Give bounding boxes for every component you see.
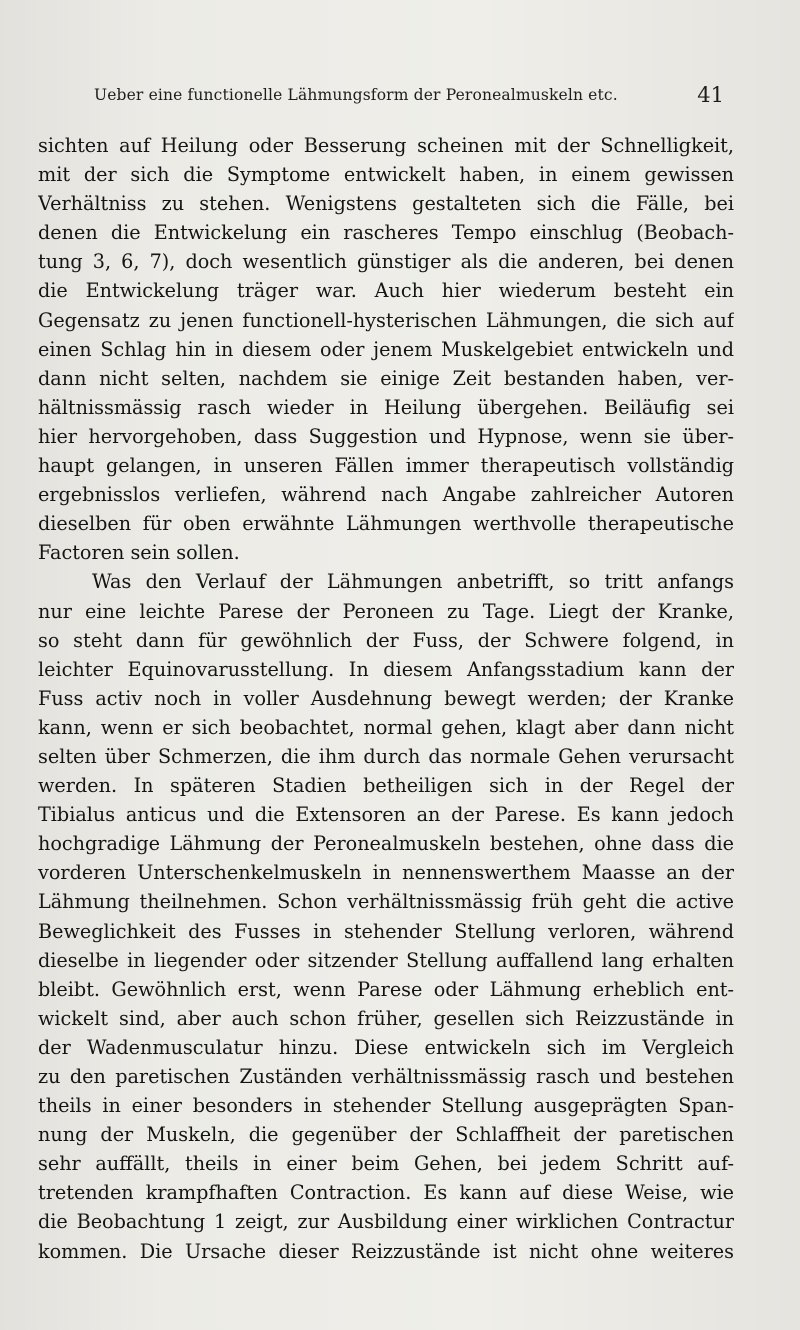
text-line: Verhältniss zu stehen. Wenigstens gestalteten sich die Fälle, bei	[38, 192, 734, 216]
text-line: Was den Verlauf der Lähmungen anbetrifft, so tritt anfangs	[92, 570, 734, 594]
text-line: kommen. Die Ursache dieser Reizzustände ist nicht ohne weiteres	[38, 1239, 734, 1263]
text-line: nur eine leichte Parese der Peroneen zu Tage. Liegt der Kranke,	[38, 599, 734, 623]
body-text	[38, 131, 734, 1266]
paragraph	[38, 567, 734, 1265]
paragraph	[38, 131, 734, 567]
text-line: tung 3, 6, 7), doch wesentlich günstiger als die anderen, bei denen	[38, 250, 734, 274]
text-line: hältnissmässig rasch wieder in Heilung übergehen. Beiläufig sei	[38, 395, 734, 419]
text-line: zu den paretischen Zuständen verhältnissmässig rasch und bestehen	[38, 1065, 734, 1088]
text-line: der Wadenmusculatur hinzu. Diese entwickeln sich im Vergleich	[38, 1035, 734, 1059]
text-line: Beweglichkeit des Fusses in stehender Stellung verloren, während	[38, 919, 734, 943]
text-line: Fuss activ noch in voller Ausdehnung bewegt werden; der Kranke	[38, 686, 734, 710]
text-line: Gegensatz zu jenen functionell-hysterischen Lähmungen, die sich auf	[38, 308, 734, 332]
text-line: vorderen Unterschenkelmuskeln in nennenswerthem Maasse an der	[38, 861, 734, 885]
text-line: wickelt sind, aber auch schon früher, gesellen sich Reizzustände in	[38, 1006, 734, 1030]
running-header	[94, 83, 734, 116]
text-line: mit der sich die Symptome entwickelt haben, in einem gewissen	[38, 163, 734, 187]
text-line: ergebnisslos verliefen, während nach Angabe zahlreicher Autoren	[38, 483, 734, 507]
text-line: tretenden krampfhaften Contraction. Es kann auf diese Weise, wie	[38, 1181, 734, 1205]
page-number: 41	[697, 83, 724, 107]
text-line: werden. In späteren Stadien betheiligen sich in der Regel der	[38, 774, 734, 798]
text-line: theils in einer besonders in stehender Stellung ausgeprägten Span-	[38, 1094, 734, 1118]
text-line: dann nicht selten, nachdem sie einige Zeit bestanden haben, ver-	[38, 366, 734, 390]
text-line: hochgradige Lähmung der Peronealmuskeln bestehen, ohne dass die	[38, 832, 734, 856]
text-line: dieselbe in liegender oder sitzender Stellung auffallend lang erhalten	[38, 948, 734, 972]
text-line: sichten auf Heilung oder Besserung scheinen mit der Schnelligkeit,	[38, 134, 734, 157]
text-line: dieselben für oben erwähnte Lähmungen werthvolle therapeutische	[38, 512, 734, 536]
text-line: kann, wenn er sich beobachtet, normal gehen, klagt aber dann nicht	[38, 715, 734, 739]
text-line: denen die Entwickelung ein rascheres Tempo einschlug (Beobach-	[38, 221, 734, 245]
text-line: einen Schlag hin in diesem oder jenem Muskelgebiet entwickeln und	[38, 337, 734, 361]
text-line: selten über Schmerzen, die ihm durch das normale Gehen verursacht	[38, 744, 734, 768]
text-line: die Entwickelung träger war. Auch hier wiederum besteht ein	[38, 279, 734, 303]
text-line: so steht dann für gewöhnlich der Fuss, der Schwere folgend, in	[38, 628, 734, 652]
text-line: Lähmung theilnehmen. Schon verhältnissmässig früh geht die active	[38, 890, 734, 914]
text-line: bleibt. Gewöhnlich erst, wenn Parese oder Lähmung erheblich ent-	[38, 977, 734, 1001]
running-title: Ueber eine functionelle Lähmungsform der Peronealmuskeln etc.	[94, 86, 618, 104]
text-line: nung der Muskeln, die gegenüber der Schlaffheit der paretischen	[38, 1123, 734, 1147]
text-line: die Beobachtung 1 zeigt, zur Ausbildung einer wirklichen Contractur	[38, 1210, 734, 1234]
text-line: haupt gelangen, in unseren Fällen immer therapeutisch vollständig	[38, 454, 734, 478]
text-line: sehr auffällt, theils in einer beim Gehen, bei jedem Schritt auf-	[38, 1152, 734, 1176]
text-line: Tibialus anticus und die Extensoren an der Parese. Es kann jedoch	[38, 803, 734, 827]
text-line: Factoren sein sollen.	[38, 541, 240, 565]
text-line: hier hervorgehoben, dass Suggestion und Hypnose, wenn sie über-	[38, 424, 734, 448]
text-line: leichter Equinovarusstellung. In diesem Anfangsstadium kann der	[38, 657, 734, 681]
